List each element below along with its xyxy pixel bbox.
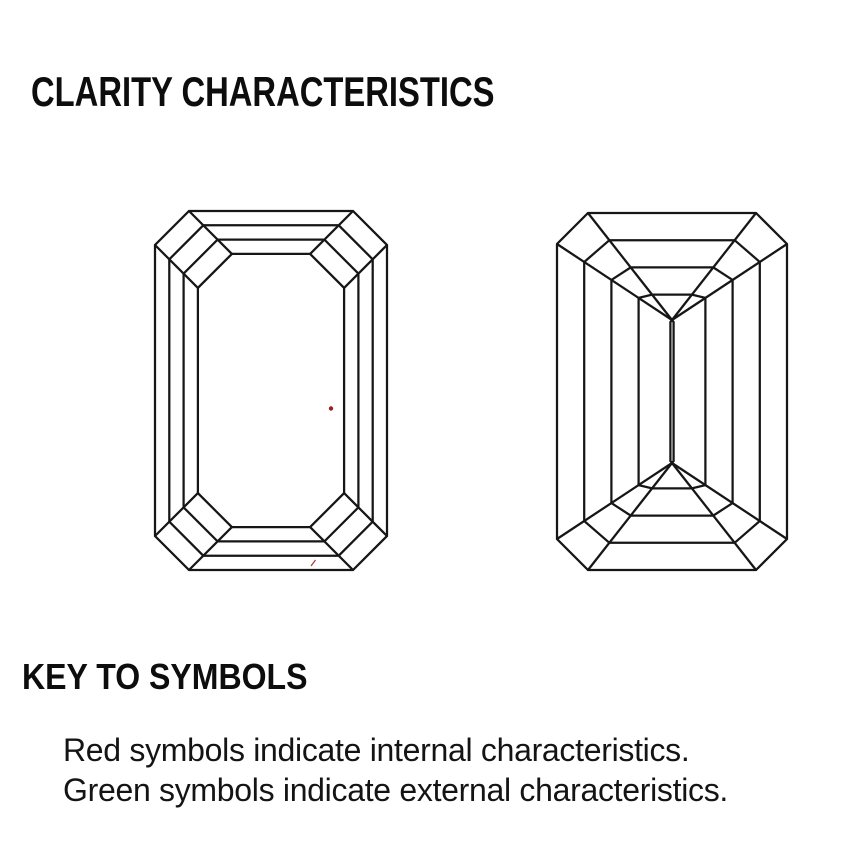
key-description <box>63 730 728 810</box>
key-line-internal: Red symbols indicate internal characteristics. <box>63 732 690 768</box>
pavilion-view-diagram <box>557 213 787 570</box>
pavilion-step-ring <box>639 295 706 489</box>
keel-line <box>670 320 673 463</box>
needle-symbol <box>311 560 316 566</box>
crown-view-diagram <box>155 211 387 570</box>
crown-facet-ring <box>198 254 344 527</box>
crown-facet-ring <box>184 240 359 542</box>
pavilion-step-ring <box>611 267 732 515</box>
crown-facet-ring <box>155 211 387 570</box>
pavilion-corner-diagonal <box>672 463 787 539</box>
page-title: CLARITY CHARACTERISTICS <box>31 68 495 115</box>
crown-facet-ring <box>169 225 372 555</box>
pavilion-corner-diagonal <box>557 463 672 539</box>
pavilion-corner-diagonal <box>557 244 672 320</box>
key-to-symbols-heading: KEY TO SYMBOLS <box>22 656 308 697</box>
pinpoint-symbol <box>329 406 333 410</box>
key-line-external: Green symbols indicate external characteristics. <box>63 772 728 808</box>
pavilion-corner-diagonal <box>672 244 787 320</box>
